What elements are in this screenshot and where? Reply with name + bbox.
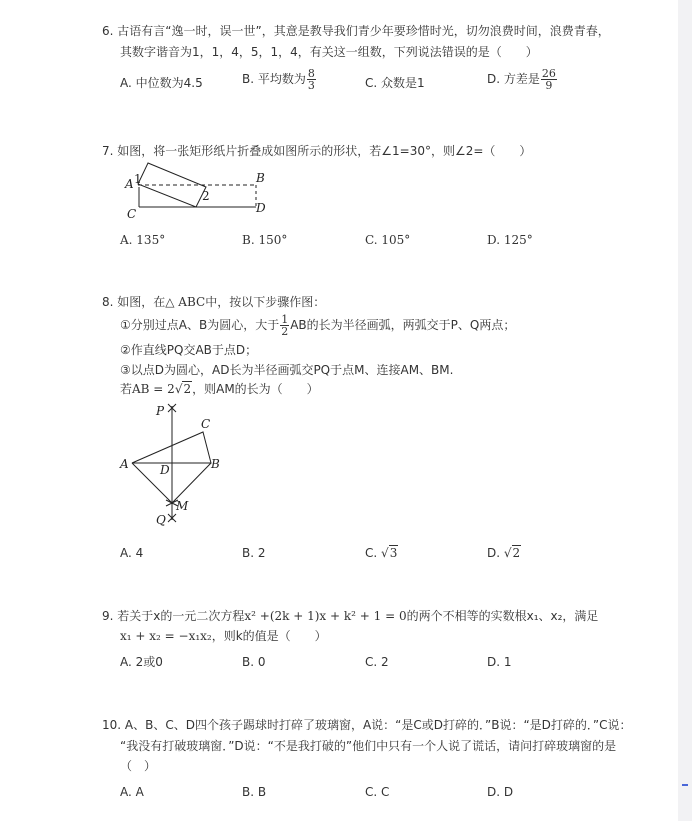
label-a: A xyxy=(125,177,134,191)
label-p: P xyxy=(156,404,165,418)
q6-option-a[interactable]: A. 中位数为4.5 xyxy=(120,76,203,90)
radicand: 2 xyxy=(183,382,192,396)
half-fraction xyxy=(280,314,289,337)
label-d: D xyxy=(256,201,266,215)
label-q: Q xyxy=(156,513,166,527)
label-b: B xyxy=(211,457,220,471)
label-m: M xyxy=(176,499,189,513)
q10-option-d[interactable]: D. D xyxy=(487,785,514,799)
q9-line-1 xyxy=(102,608,598,624)
q8-construction-figure xyxy=(118,400,228,528)
q7-option-d[interactable]: D. 125° xyxy=(487,233,533,247)
q8-step-2: ②作直线PQ交AB于点D； xyxy=(120,343,258,357)
q9-equation: x² +(2k + 1)x + k² + 1 = 0 xyxy=(244,609,407,623)
q7-option-b[interactable]: B. 150° xyxy=(242,233,288,247)
sqrt-2: √2 xyxy=(503,546,521,560)
q7-option-a[interactable]: A. 135° xyxy=(120,233,166,247)
q9-option-b[interactable]: B. 0 xyxy=(242,655,266,669)
q6-option-b-fraction xyxy=(307,68,316,91)
q10-line-1: 10. A、B、C、D四个孩子踢球时打碎了玻璃窗，A说：“是C或D打碎的．”B说：“是D打碎的．”C说： xyxy=(102,718,632,732)
label-angle-1: 1 xyxy=(134,172,142,186)
q8-condition-pre: 若AB = 2 xyxy=(120,382,175,396)
q9-line-1-pre: 9. 若关于x的一元二次方程 xyxy=(102,609,245,623)
fraction-denominator: 9 xyxy=(545,79,553,92)
q9-option-a[interactable]: A. 2或0 xyxy=(120,655,163,669)
q6-option-c[interactable]: C. 众数是1 xyxy=(365,76,425,90)
label-a: A xyxy=(120,457,129,471)
q9-option-d[interactable]: D. 1 xyxy=(487,655,512,669)
q8-option-b[interactable]: B. 2 xyxy=(242,546,266,560)
q6-option-b-text: B. 平均数为 xyxy=(242,72,306,86)
right-scrollbar-track[interactable] xyxy=(678,0,692,821)
label-d: D xyxy=(160,463,170,477)
q10-option-a[interactable]: A. A xyxy=(120,785,144,799)
q6-option-d-fraction xyxy=(541,68,557,91)
q6-line-1: 6. 古语有言“逸一时，误一世”，其意是教导我们青少年要珍惜时光，切勿浪费时间，浪费青春， xyxy=(102,24,610,38)
q6-option-b[interactable] xyxy=(242,68,317,91)
q7-line-1: 7. 如图，将一张矩形纸片折叠成如图所示的形状，若∠1=30°，则∠2=（ ） xyxy=(102,144,532,158)
q10-line-2: “我没有打破玻璃窗．”D说：“不是我打破的”他们中只有一个人说了谎话，请问打碎玻璃窗的是 xyxy=(120,739,617,753)
radicand: 3 xyxy=(389,546,398,560)
q10-option-b[interactable]: B. B xyxy=(242,785,267,799)
q9-condition-equation: x₁ + x₂ = −x₁x₂ xyxy=(120,629,212,643)
q8-option-a[interactable]: A. 4 xyxy=(120,546,144,560)
q8-step-3: ③以点D为圆心，AD长为半径画弧交PQ于点M、连接AM、BM. xyxy=(120,363,454,377)
q8-step-1-pre: ①分别过点A、B为圆心，大于 xyxy=(120,318,280,332)
fraction-numerator: 8 xyxy=(307,67,315,80)
label-b: B xyxy=(256,171,265,185)
q8-option-d-label: D. xyxy=(487,546,501,560)
q6-line-2: 其数字谐音为1，1，4，5，1，4，有关这一组数，下列说法错误的是（ ） xyxy=(120,45,538,59)
q7-fold-figure xyxy=(120,160,280,222)
q9-line-2 xyxy=(120,628,327,644)
triangle-abc: △ ABC xyxy=(165,295,206,309)
label-c: C xyxy=(127,207,137,221)
q8-line-1 xyxy=(102,294,325,310)
q8-line-1-pre: 8. 如图，在 xyxy=(102,295,166,309)
q8-step-1 xyxy=(120,312,515,338)
q8-condition xyxy=(120,381,319,397)
q8-option-d[interactable] xyxy=(487,545,521,561)
fraction-numerator: 1 xyxy=(281,313,289,326)
q6-option-d-text: D. 方差是 xyxy=(487,72,540,86)
q8-step-1-post: AB的长为半径画弧，两弧交于P、Q两点； xyxy=(290,318,516,332)
q9-option-c[interactable]: C. 2 xyxy=(365,655,389,669)
q8-line-1-post: 中，按以下步骤作图： xyxy=(205,295,326,309)
q9-line-1-post: 的两个不相等的实数根x₁、x₂，满足 xyxy=(406,609,599,623)
label-angle-2: 2 xyxy=(202,189,210,203)
sqrt-3: √3 xyxy=(381,546,398,560)
q8-option-c-label: C. xyxy=(365,546,378,560)
fraction-denominator: 2 xyxy=(281,325,289,338)
radicand: 2 xyxy=(512,546,521,560)
fraction-denominator: 3 xyxy=(307,79,315,92)
sqrt-2: √2 xyxy=(174,382,192,396)
q9-line-2-post: ，则k的值是（ ） xyxy=(211,629,327,643)
q7-option-c[interactable]: C. 105° xyxy=(365,233,411,247)
label-c: C xyxy=(201,417,211,431)
fraction-numerator: 26 xyxy=(541,67,556,80)
segment-bm xyxy=(172,463,211,503)
q10-line-3: （ ） xyxy=(120,759,157,773)
q6-option-d[interactable] xyxy=(487,68,558,91)
q10-option-c[interactable]: C. C xyxy=(365,785,390,799)
q8-option-c[interactable] xyxy=(365,545,398,561)
q8-condition-post: ，则AM的长为（ ） xyxy=(192,382,319,396)
scroll-position-marker xyxy=(682,784,688,786)
